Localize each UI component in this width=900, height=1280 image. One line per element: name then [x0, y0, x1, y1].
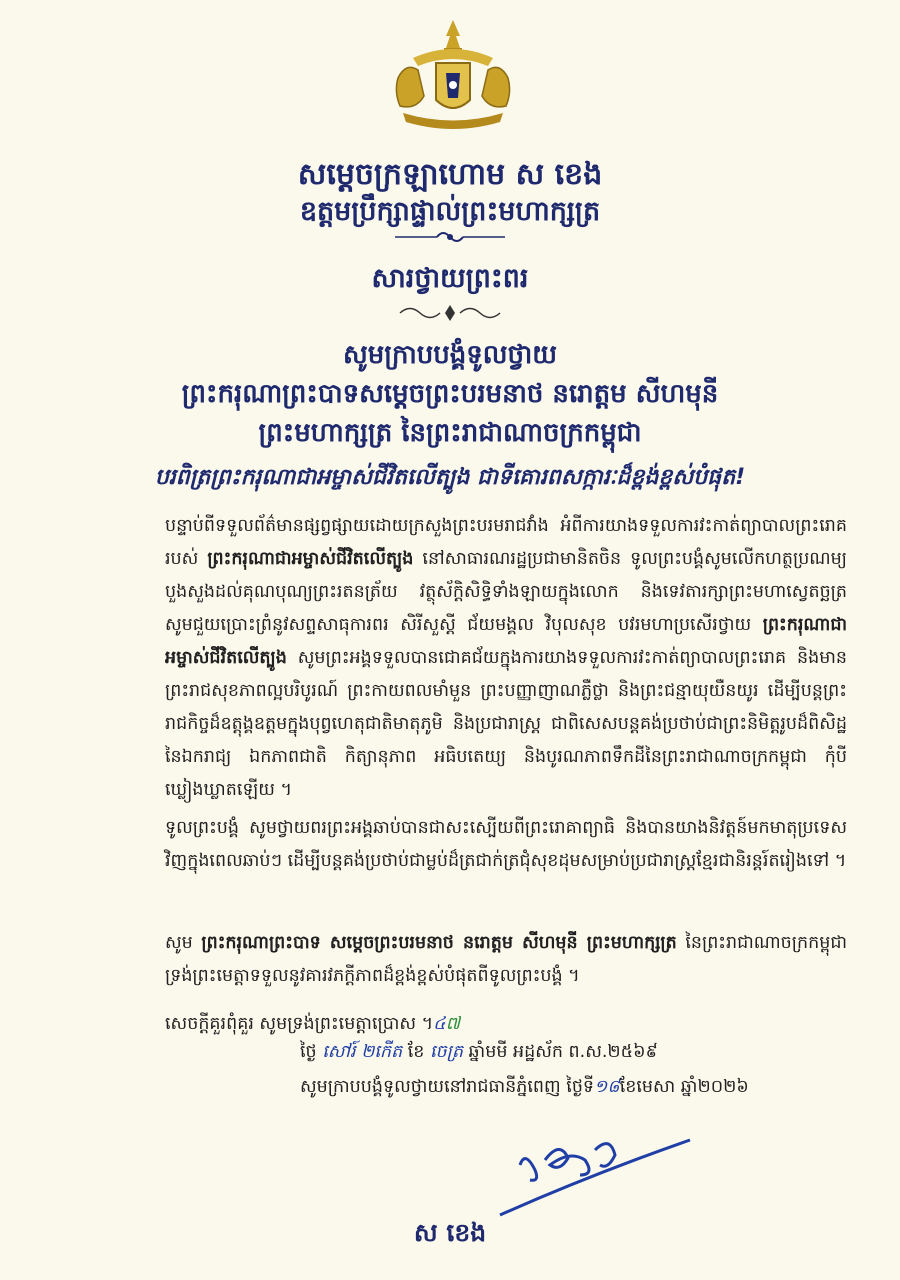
closing-line — [165, 1008, 847, 1041]
year-text: ឆ្នាំមមី អដ្ឋស័ក ព.ស.២៥៦៩ — [468, 1042, 658, 1062]
body-paragraph-3 — [165, 927, 847, 993]
address-line-2: ព្រះករុណាព្រះបាទសម្ដេចព្រះបរមនាថ នរោត្តម សីហមុនី — [181, 379, 719, 409]
royal-emblem-icon — [388, 18, 518, 143]
address-line-3: ព្រះមហាក្សត្រ នៃព្រះរាជាណាចក្រកម្ពុជា — [258, 418, 642, 448]
paragraph-text: នៅសាធារណរដ្ឋប្រជាមានិតចិន ទូលព្រះបង្គំសូមលើកហត្ថប្រណម្យបួងសួងដល់គុណបុណ្យព្រះរតនត្រ័យ វត្ថុស័ក្តិសិទ្ធិទាំងឡាយក្នុងលោក និងទេវតារក្សាព្រះមហាស្វេតច្ឆត្រ សូមជួយប្រោះព្រំនូវសព្ទសាធុការពរ សិរីសួស្តី ជ័យមង្គល វិបុលសុខ បវរមហាប្រសើរថ្វាយ — [165, 549, 847, 635]
handwritten-day: ១៨ — [594, 1077, 620, 1097]
handwritten-month: ចេត្រ — [429, 1042, 463, 1062]
place-suffix: ខែមេសា ឆ្នាំ២០២៦ — [619, 1077, 749, 1097]
closing-text: សេចក្ដីគួរពុំគួរ សូមទ្រង់ព្រះមេត្តាប្រោស ។ — [165, 1014, 434, 1034]
paragraph-text: បន្ទាប់ពីទទួលព័ត៌មានផ្សព្វផ្សាយដោយក្រសួងព្រះបរមរាជវាំង អំពីការយាងទទួលការវះកាត់ព្យាបាលព្រះរោគរបស់ — [165, 516, 847, 569]
paragraph-text: សូម — [165, 933, 202, 953]
paragraph-text: នៃព្រះរាជាណាចក្រកម្ពុជា ទ្រង់ព្រះមេត្តាទទួលនូវគារវភក្តីភាពដ៏ខ្ពង់ខ្ពស់បំផុតពីទូលព្រះបង្គំ ។ — [165, 933, 847, 986]
signature-icon — [490, 1120, 700, 1220]
message-title: សារថ្វាយព្រះពរ — [371, 263, 529, 294]
handwritten-day: សៅរ៍ ២កើត — [322, 1042, 403, 1062]
handwritten-mark: ៧ — [445, 1014, 460, 1034]
honorific-bold: ព្រះករុណាព្រះបាទ សម្ដេចព្រះបរមនាថ នរោត្តម សីហមុនី ព្រះមហាក្សត្រ — [201, 933, 677, 953]
handwritten-mark: ៤ — [433, 1014, 446, 1034]
paragraph-text: សូមព្រះអង្គទទួលបានជោគជ័យក្នុងការយាងទទួលការវះកាត់ព្យាបាលព្រះរោគ និងមានព្រះរាជសុខភាពល្អបរិបូរណ៍ ព្រះកាយពលមាំមួន ព្រះបញ្ញាញាណភ្លឺថ្លា និងព្រះជន្មាយុយឺនយូរ ដើម្បីបន្តព្រះរាជកិច្ចដ៏ឧត្តុង្គឧត្តមក្នុងបុព្វហេតុជាតិមាតុភូមិ និងប្រជារាស្ត្រ ជាពិសេសបន្តគង់ប្រថាប់ជាព្រះនិមិត្តរូបដ៏ពិសិដ្ឋនៃឯករាជ្យ ឯកភាពជាតិ កិត្យានុភាព អធិបតេយ្យ និងបូរណភាពទឹកដីនៃព្រះរាជាណាចក្រកម្ពុជា កុំបីឃ្លៀងឃ្លាតឡើយ ។ — [165, 648, 847, 800]
greeting-line: បរពិត្រព្រះករុណាជាអម្ចាស់ជីវិតលើត្បូង ជាទីគោរពសក្ការៈដ៏ខ្ពង់ខ្ពស់បំផុត! — [154, 465, 746, 490]
ornament-icon — [0, 228, 900, 250]
header-title: ឧត្តមប្រឹក្សាផ្ទាល់ព្រះមហាក្សត្រ — [299, 196, 601, 227]
place-prefix: សូមក្រាបបង្គំទូលថ្វាយនៅរាជធានីភ្នំពេញ ថ្ងៃទី — [300, 1077, 595, 1097]
month-prefix: ខែ — [407, 1042, 425, 1062]
flourish-icon — [0, 302, 900, 328]
place-date-line — [300, 1075, 749, 1101]
honorific-bold: ព្រះករុណាជាអម្ចាស់ជីវិតលើត្បូង — [207, 549, 414, 569]
signer-name: ស ខេង — [413, 1218, 487, 1247]
body-paragraph-1 — [165, 510, 847, 807]
date-prefix: ថ្ងៃ — [300, 1042, 317, 1062]
body-paragraph-2: ទូលព្រះបង្គំ សូមថ្វាយពរព្រះអង្គឆាប់បានជាសះស្បើយពីព្រះរោគាព្យាធិ និងបានយាងនិវត្តន៍មកមាតុប្រទេសវិញក្នុងពេលឆាប់ៗ ដើម្បីបន្តគង់ប្រថាប់ជាម្លប់ដ៏ត្រជាក់ត្រជុំសុខដុមសម្រាប់ប្រជារាស្ត្រខ្មែរជានិរន្តរ៍តរៀងទៅ ។ — [165, 818, 847, 871]
honorific-bold: ព្រះករុណាជាអម្ចាស់ជីវិតលើត្បូង — [165, 615, 847, 668]
address-line-1: សូមក្រាបបង្គំទូលថ្វាយ — [342, 340, 558, 370]
lunar-date-line — [300, 1040, 658, 1066]
header-name: សម្ដេចក្រឡាហោម ស ខេង — [297, 157, 603, 192]
